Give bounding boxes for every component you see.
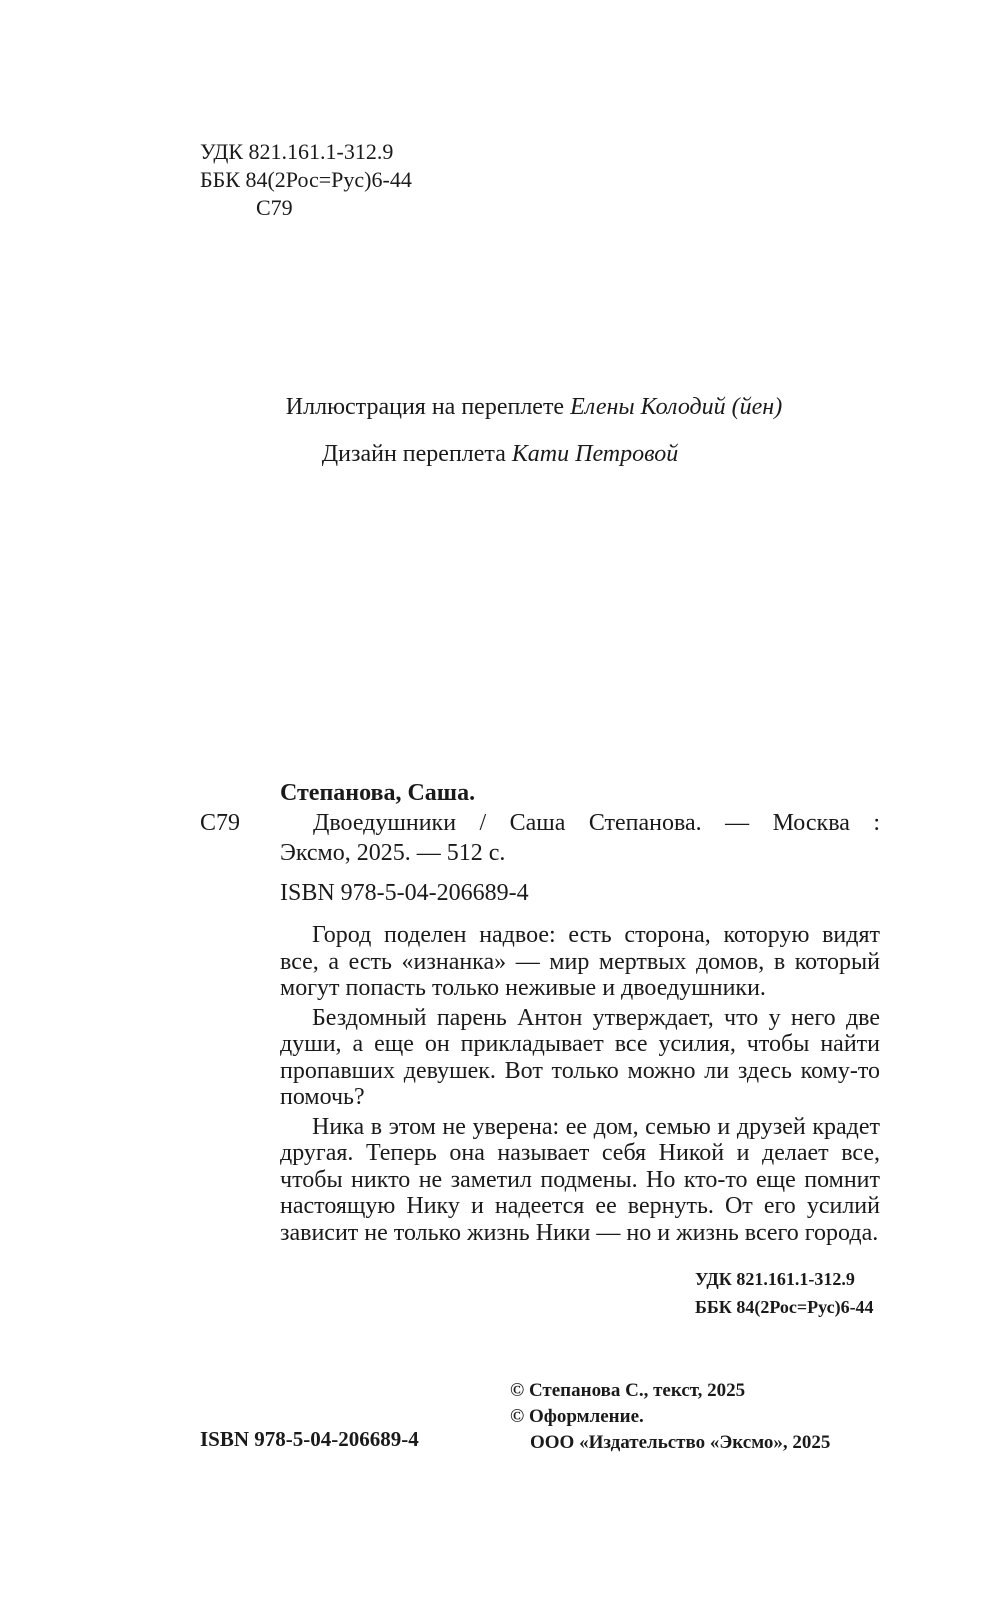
annotation-paragraph: Ника в этом не уверена: ее дом, семью и друзей крадет другая. Теперь она называет себя Никой и делает все, чтобы никто не заметил подмены. Но кто-то еще помнит настоящую Нику и надеется ее вернуть. От его усилий зависит не только жизнь Ники — но и жизнь всего города.	[280, 1113, 880, 1246]
header-classification-codes	[200, 138, 412, 222]
bbk-code: ББК 84(2Рос=Рус)6-44	[200, 167, 412, 192]
isbn-footer: ISBN 978-5-04-206689-4	[200, 1427, 419, 1451]
annotation-paragraph: Бездомный парень Антон утверждает, что у него две души, а еще он прикладывает все усилия, чтобы найти пропавших девушек. Вот только можно ли здесь кому-то помочь?	[280, 1004, 880, 1110]
copyright-publisher-line: ООО «Издательство «Эксмо», 2025	[530, 1432, 831, 1453]
udc-code: УДК 821.161.1-312.9	[200, 139, 394, 164]
entry-publisher-line: Эксмо, 2025. — 512 с.	[280, 840, 506, 866]
design-credit-name: Кати Петровой	[511, 441, 679, 467]
illustration-credit	[0, 392, 1000, 422]
copyright-text-line: © Степанова С., текст, 2025	[510, 1380, 746, 1401]
illustration-credit-prefix: Иллюстрация на переплете	[285, 394, 565, 420]
entry-isbn: ISBN 978-5-04-206689-4	[280, 880, 529, 906]
entry-title-line: Двоедушники / Саша Степанова. — Москва :	[313, 810, 880, 836]
footer-udc-code: УДК 821.161.1-312.9	[695, 1269, 855, 1289]
copyright-design-line: © Оформление.	[510, 1406, 644, 1427]
annotation	[280, 922, 880, 1249]
design-credit-prefix: Дизайн переплета	[321, 441, 506, 467]
illustration-credit-name: Елены Колодий (йен)	[570, 394, 783, 420]
footer-bbk-code: ББК 84(2Рос=Рус)6-44	[695, 1297, 874, 1317]
annotation-paragraph: Город поделен надвое: есть сторона, которую видят все, а есть «изнанка» — мир мертвых домов, в который могут попасть только неживые и двоедушники.	[280, 922, 880, 1001]
author-classmark: С79	[256, 195, 293, 220]
footer-classification-codes	[695, 1265, 874, 1321]
entry-classmark: С79	[200, 810, 241, 836]
design-credit	[0, 439, 1000, 469]
bibliographic-entry	[200, 778, 880, 908]
entry-title-row	[200, 808, 880, 838]
copyright-block	[510, 1378, 830, 1456]
entry-author: Степанова, Саша.	[280, 780, 476, 806]
